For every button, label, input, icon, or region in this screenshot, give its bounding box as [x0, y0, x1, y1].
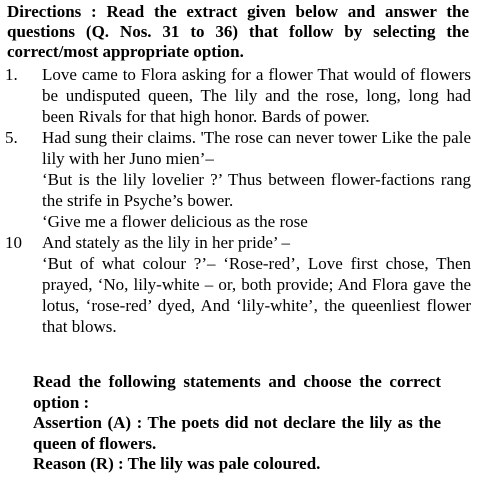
poem-line: And stately as the lily in her pride’ –	[42, 233, 291, 252]
stanza-1	[5, 64, 471, 127]
poem-line: Love came to Flora asking for a flower That would of flowers be undisputed queen, The lily and the rose, long, long had been Rivals for that high honor. Bards of power.	[42, 65, 471, 126]
poem-line: Had sung their claims. 'The rose can never tower Like the pale lily with her Juno mien’–	[42, 128, 471, 168]
stanza-2	[5, 127, 471, 232]
assertion-statement: Assertion (A) : The poets did not declare the lily as the queen of flowers.	[33, 413, 441, 453]
stanza-lines	[42, 64, 471, 127]
question-instruction: Read the following statements and choose the correct option :	[33, 372, 441, 412]
directions-text: Directions : Read the extract given below and answer the questions (Q. Nos. 31 to 36) that follow by selecting the correct/most appropriate option.	[7, 2, 469, 61]
stanza-lines	[42, 232, 471, 337]
line-number: 5.	[5, 128, 18, 147]
question-block	[33, 372, 441, 475]
reason-statement: Reason (R) : The lily was pale coloured.	[33, 454, 321, 473]
line-number: 1.	[5, 65, 18, 84]
stanza-lines	[42, 127, 471, 232]
poem-extract	[5, 64, 471, 337]
poem-line: ‘But of what colour ?’– ‘Rose-red’, Love first chose, Then prayed, ‘No, lily-white – or, both provide; And Flora gave the lotus, ‘rose-red’ dyed, And ‘lily-white’, the queenliest flower that blows.	[42, 254, 471, 336]
poem-line: ‘Give me a flower delicious as the rose	[42, 212, 308, 231]
poem-line: ‘But is the lily lovelier ?’ Thus between flower-factions rang the strife in Psyche’s bower.	[42, 170, 471, 210]
line-number: 10	[5, 233, 22, 252]
stanza-3	[5, 232, 471, 337]
